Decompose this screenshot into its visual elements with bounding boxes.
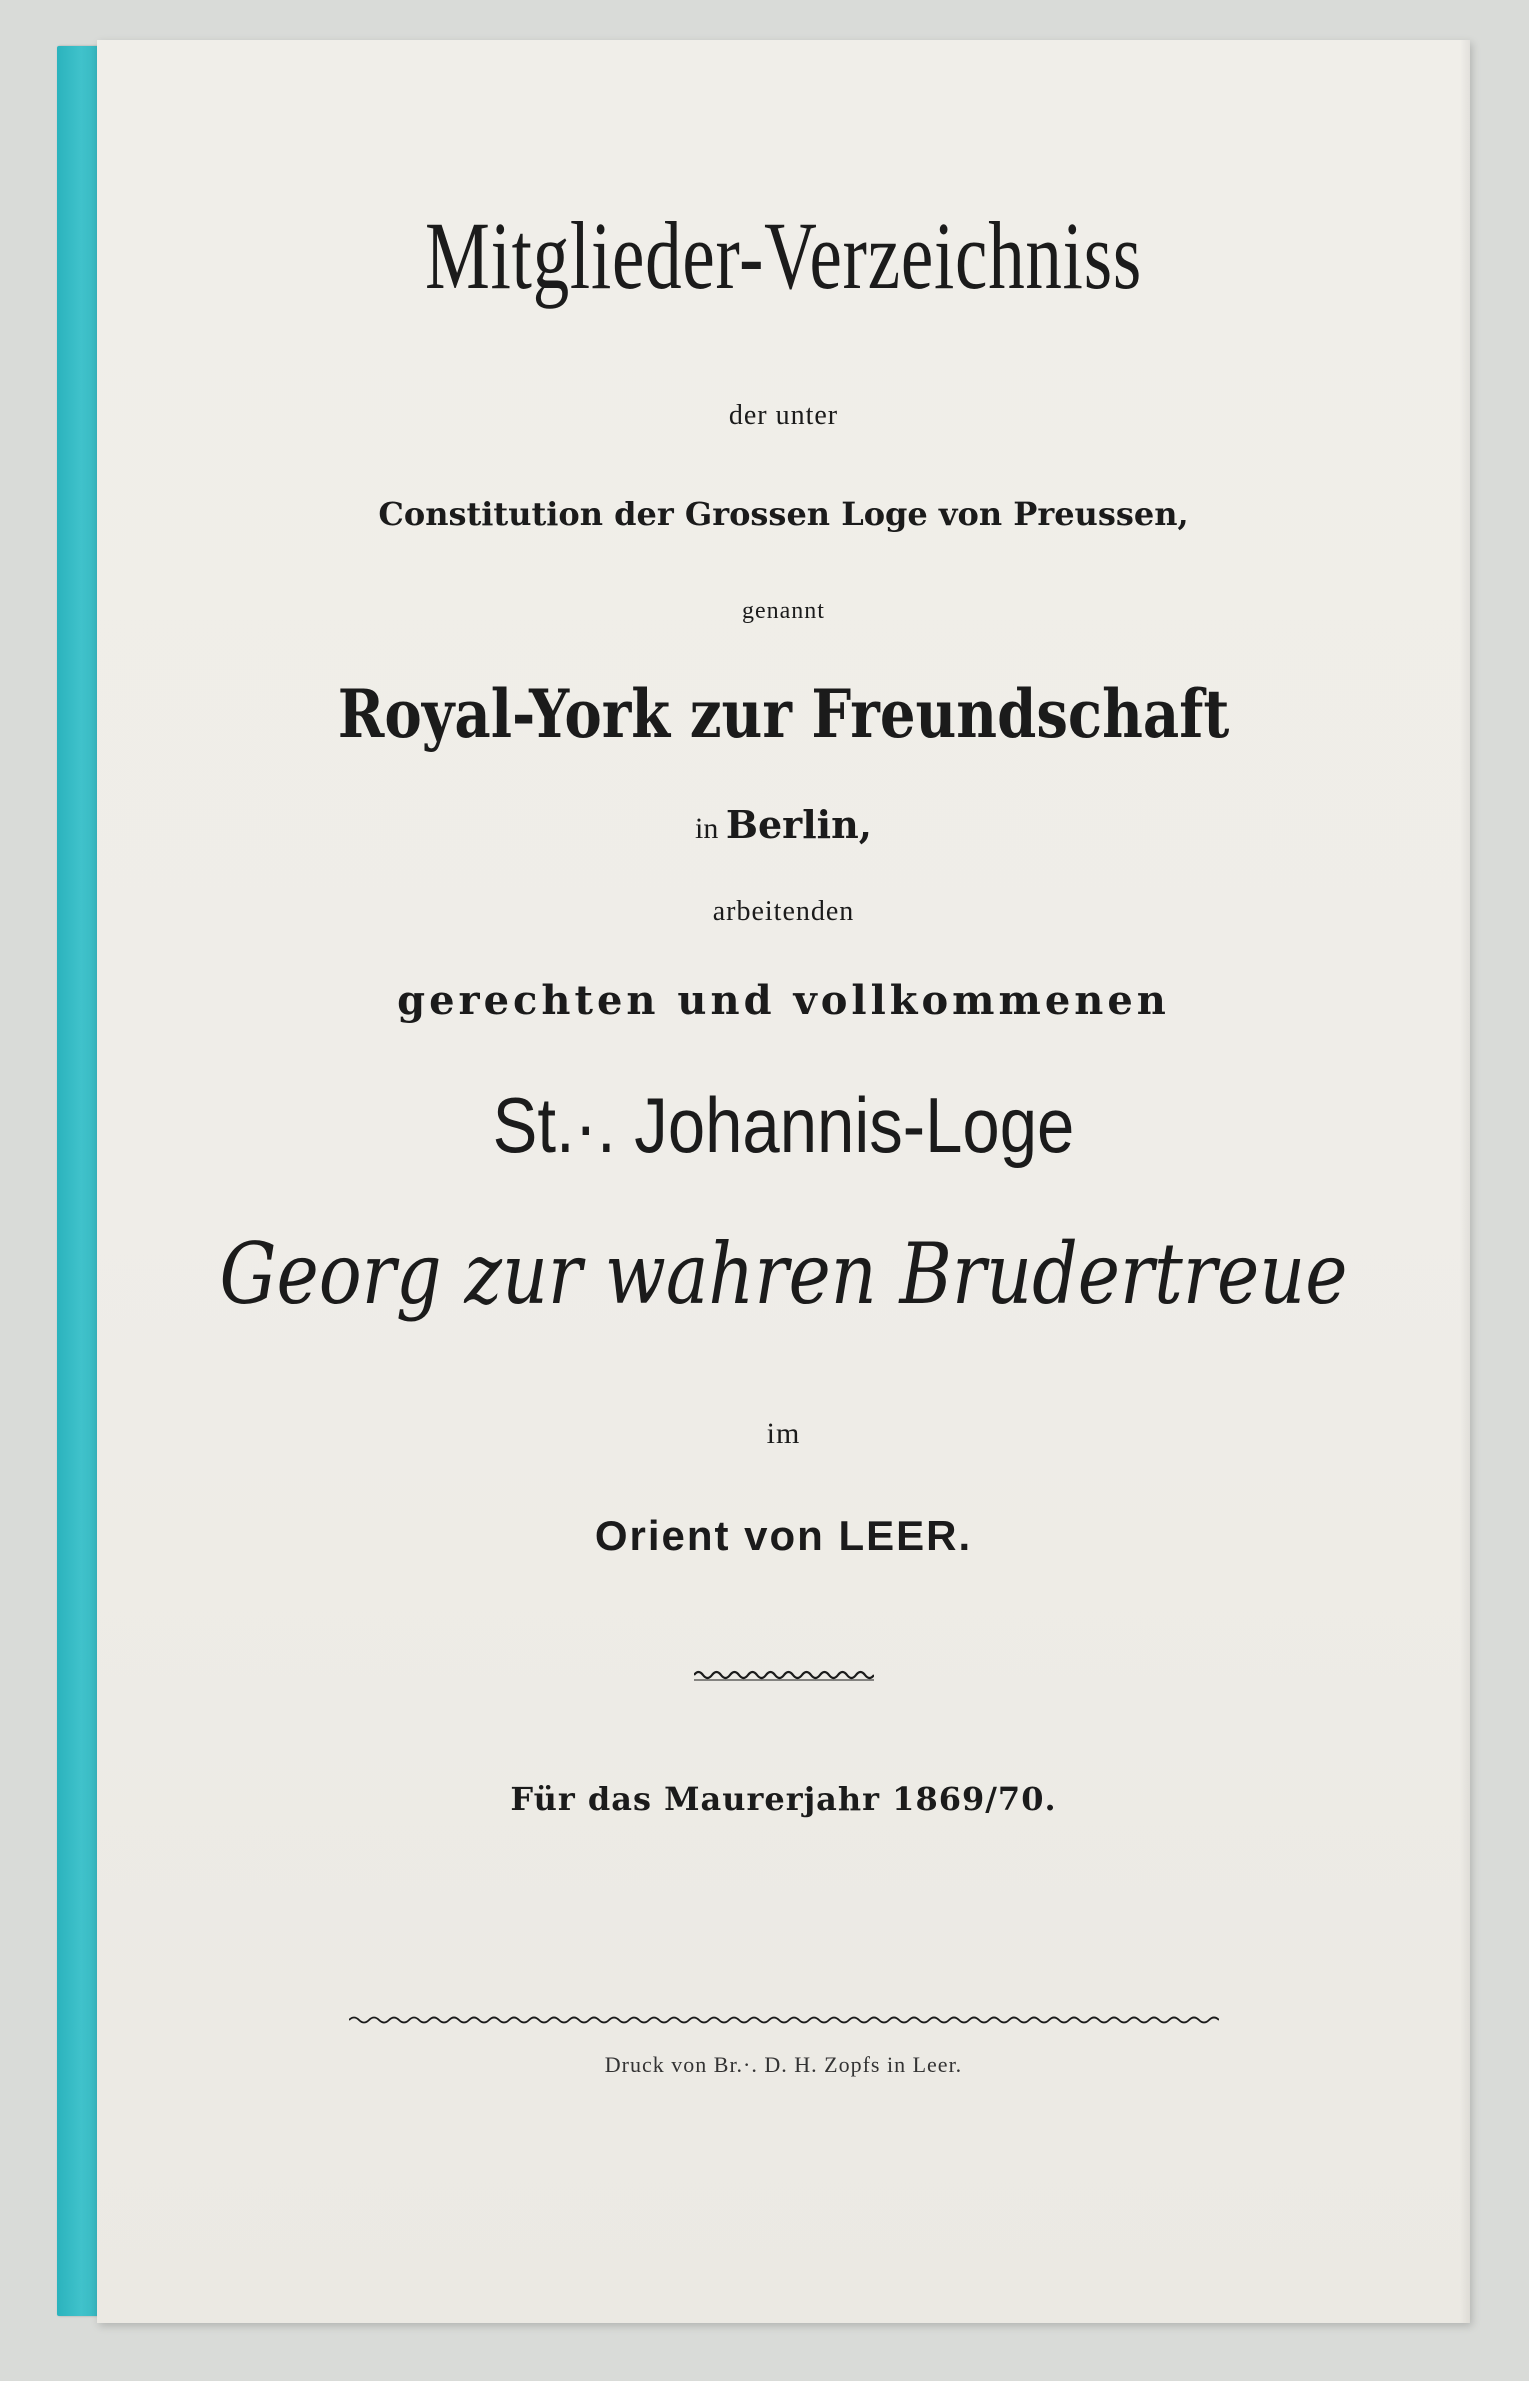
teal-spine-binding <box>57 46 101 2316</box>
document-title: Mitglieder-Verzeichniss <box>424 202 1143 309</box>
lodge-name-heading: Georg zur wahren Brudertreue <box>219 1225 1348 1323</box>
wavy-divider-short <box>97 1668 1470 1682</box>
line-arbeitenden: arbeitenden <box>712 896 855 927</box>
city-line <box>97 802 1470 847</box>
orient-line: Orient von LEER. <box>594 1512 973 1559</box>
lodge-type-heading: St.·. Johannis-Loge <box>492 1081 1075 1169</box>
year-line: Für das Maurerjahr 1869/70. <box>510 1780 1057 1818</box>
gerechten-line: gerechten und vollkommenen <box>397 977 1170 1024</box>
printer-line: Druck von Br.·. D. H. Zopfs in Leer. <box>604 2052 963 2077</box>
line-im: im <box>766 1417 801 1450</box>
line-der-unter: der unter <box>728 400 839 431</box>
constitution-line: Constitution der Grossen Loge von Preussen, <box>378 495 1189 533</box>
royal-york-heading: Royal-York zur Freundschaft <box>337 675 1230 753</box>
in-word: in <box>695 812 719 845</box>
wavy-divider-long <box>97 2014 1470 2026</box>
city-name: Berlin, <box>725 802 872 847</box>
title-page <box>97 40 1470 2323</box>
line-genannt: genannt <box>742 598 825 624</box>
booklet <box>57 40 1470 2323</box>
